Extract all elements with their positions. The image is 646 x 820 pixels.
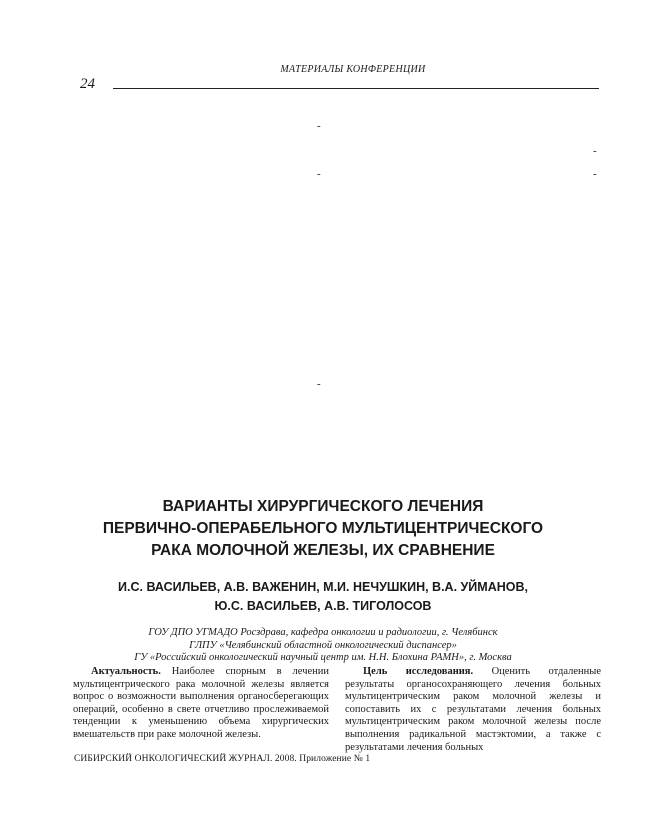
title-line: ПЕРВИЧНО-ОПЕРАБЕЛЬНОГО МУЛЬТИЦЕНТРИЧЕСКОГО [102, 520, 544, 537]
aim-paragraph [345, 666, 601, 754]
running-header-title: МАТЕРИАЛЫ КОНФЕРЕНЦИИ [280, 64, 426, 75]
stray-dash: - [317, 168, 321, 180]
title-line: РАКА МОЛОЧНОЙ ЖЕЛЕЗЫ, ИХ СРАВНЕНИЕ [151, 542, 495, 559]
stray-dash: - [317, 378, 321, 390]
header-rule [113, 88, 599, 89]
stray-dash: - [317, 120, 321, 132]
affiliation-line: ГОУ ДПО УГМАДО Росздрава, кафедра онкологии и радиологии, г. Челябинск [148, 627, 498, 638]
relevance-lead: Актуальность. [91, 666, 161, 677]
author-line: Ю.С. ВАСИЛЬЕВ, А.В. ТИГОЛОСОВ [214, 599, 432, 613]
right-column [345, 666, 601, 754]
relevance-text: Наиболее спорным в лечении мультицентрического рака молочной железы является вопрос о возможности выполнения органосберегающих операций, особенно в свете отчетливо прослеживаемой тенденции к уменьшению объема хирургических вмешательств при раке молочной железы. [73, 666, 329, 740]
stray-dash: - [593, 168, 597, 180]
relevance-paragraph [73, 666, 329, 742]
aim-text: Оценить отдаленные результаты органосохраняющего лечения больных мультицентрическим раком молочной железы и сопоставить их с результатами лечения больных мультицентрическим раком молочной железы после выполнения радикальной мастэктомии, а также с результатами лечения больных [345, 666, 601, 753]
left-column [73, 666, 329, 742]
affiliation-line: ГЛПУ «Челябинский областной онкологический диспансер» [189, 639, 457, 651]
affiliation-line: ГУ «Российский онкологический научный центр им. Н.Н. Блохина РАМН», г. Москва [134, 652, 512, 663]
author-list [60, 578, 586, 616]
affiliations [60, 627, 586, 665]
stray-dash: - [593, 145, 597, 157]
title-line: ВАРИАНТЫ ХИРУРГИЧЕСКОГО ЛЕЧЕНИЯ [162, 498, 484, 515]
aim-lead: Цель исследования. [363, 666, 474, 677]
journal-footer: СИБИРСКИЙ ОНКОЛОГИЧЕСКИЙ ЖУРНАЛ. 2008. Приложение № 1 [74, 754, 371, 764]
article-title [60, 496, 586, 562]
page-number: 24 [80, 76, 95, 92]
author-line: И.С. ВАСИЛЬЕВ, А.В. ВАЖЕНИН, М.И. НЕЧУШКИН, В.А. УЙМАНОВ, [118, 580, 528, 594]
